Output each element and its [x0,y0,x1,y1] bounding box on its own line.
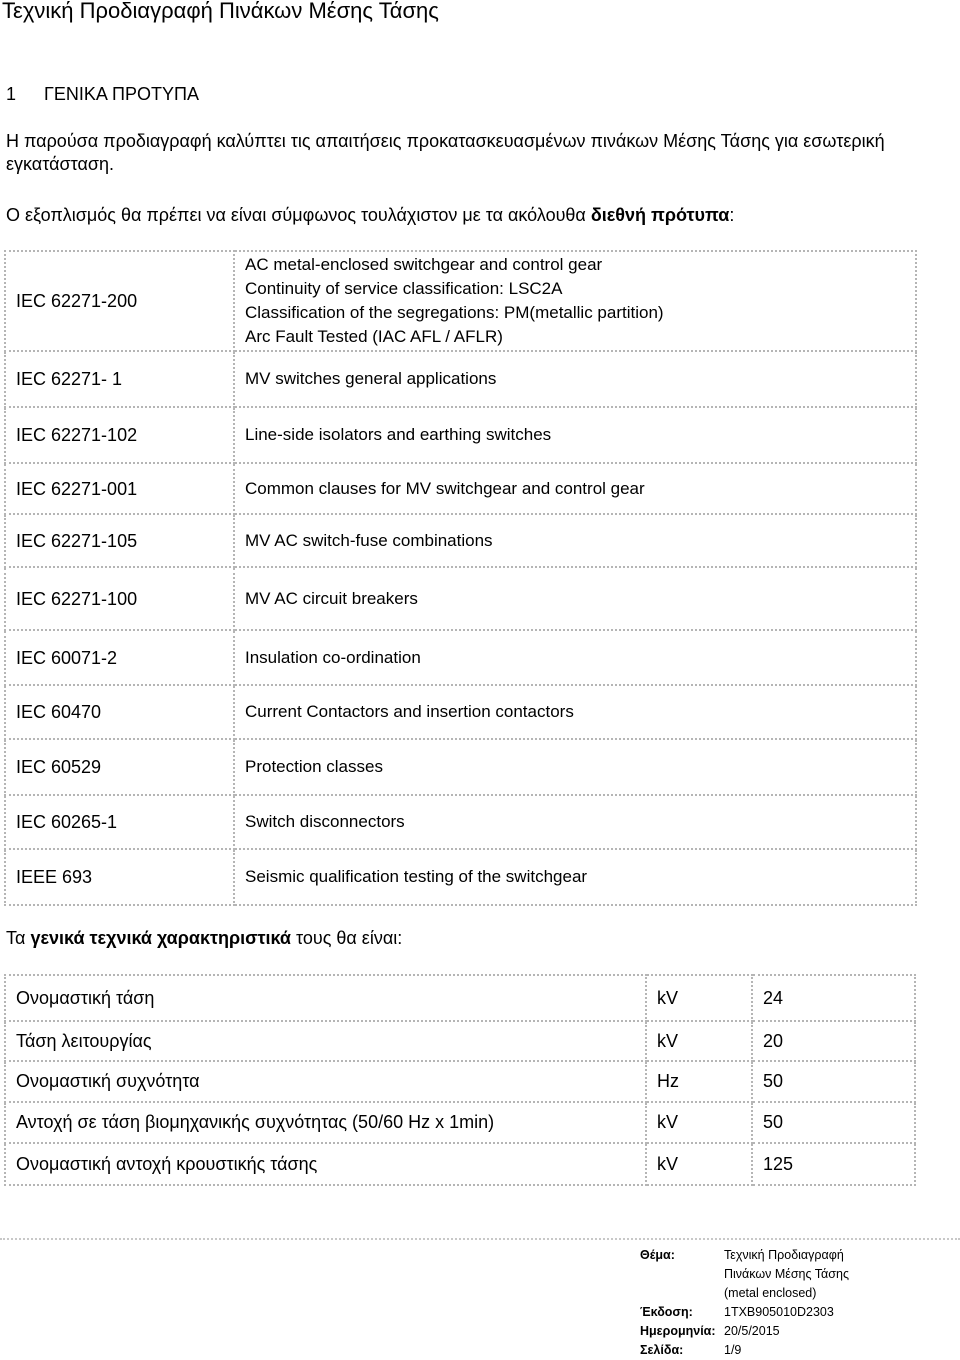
standard-code: IEC 62271- 1 [5,351,234,407]
characteristic-name: Τάση λειτουργίας [5,1021,646,1061]
description-line: Classification of the segregations: PM(metallic partition) [245,303,664,322]
standards-intro-colon: : [729,205,735,225]
table-row [5,407,916,463]
standard-description: Line-side isolators and earthing switches [234,407,916,463]
characteristic-unit: kV [646,1021,752,1061]
characteristic-unit: kV [646,1102,752,1143]
section-number: 1 [6,84,17,104]
characteristic-unit: Hz [646,1061,752,1102]
standard-code: IEC 62271-105 [5,514,234,567]
standard-code: IEC 60470 [5,685,234,739]
table-row [5,1061,915,1102]
standard-description: MV AC circuit breakers [234,567,916,630]
standard-code: IEC 62271-102 [5,407,234,463]
characteristic-name: Ονομαστική συχνότητα [5,1061,646,1102]
characteristic-name: Ονομαστική αντοχή κρουστικής τάσης [5,1143,646,1185]
table-row [5,630,916,685]
description-line: AC metal-enclosed switchgear and control gear [245,255,603,274]
table-row [5,975,915,1021]
characteristic-value: 50 [752,1061,915,1102]
description-line: Continuity of service classification: LSC2A [245,279,563,298]
page-value: 1/9 [724,1343,742,1357]
standard-description: Protection classes [234,739,916,795]
footer-divider [0,1238,960,1240]
subject-value [724,1246,874,1303]
standard-description: Switch disconnectors [234,795,916,849]
characteristic-value: 50 [752,1102,915,1143]
subject-line: Πινάκων Μέσης Τάσης [724,1267,849,1281]
page-label: Σελίδα: [640,1343,684,1357]
table-row [5,514,916,567]
subject-label: Θέμα: [640,1248,675,1262]
edition-label: Έκδοση: [640,1305,693,1319]
standard-description [234,251,916,351]
table-row [5,1143,915,1185]
characteristic-value: 20 [752,1021,915,1061]
intro-paragraph: Η παρούσα προδιαγραφή καλύπτει τις απαιτήσεις προκατασκευασμένων πινάκων Μέσης Τάσης για εσωτερική εγκατάσταση. [6,131,885,174]
section-heading [6,84,199,105]
table-row [5,739,916,795]
characteristic-name: Αντοχή σε τάση βιομηχανικής συχνότητας (50/60 Hz x 1min) [5,1102,646,1143]
standard-code: IEC 60529 [5,739,234,795]
characteristics-intro-tail: τους θα είναι: [291,928,403,948]
table-row [5,849,916,905]
characteristic-name: Ονομαστική τάση [5,975,646,1021]
characteristic-value: 24 [752,975,915,1021]
section-title: ΓΕΝΙΚΑ ΠΡΟΤΥΠΑ [44,84,199,104]
standards-intro-text: Ο εξοπλισμός θα πρέπει να είναι σύμφωνος τουλάχιστον με τα ακόλουθα [6,205,591,225]
standard-code: IEEE 693 [5,849,234,905]
standard-code: IEC 60265-1 [5,795,234,849]
date-label: Ημερομηνία: [640,1324,716,1338]
edition-value: 1TXB905010D2303 [724,1305,834,1319]
subject-line: (metal enclosed) [724,1286,817,1300]
table-row [5,685,916,739]
characteristics-table [4,974,916,1186]
characteristics-intro-bold: γενικά τεχνικά χαρακτηριστικά [30,928,291,948]
standard-description: Seismic qualification testing of the switchgear [234,849,916,905]
standard-code: IEC 62271-001 [5,463,234,514]
table-row [5,251,916,351]
footer-row-date [640,1322,874,1341]
standards-intro-bold: διεθνή πρότυπα [590,205,730,225]
description-line: Arc Fault Tested (IAC AFL / AFLR) [245,327,503,346]
standard-description: MV AC switch-fuse combinations [234,514,916,567]
standards-table [4,250,917,906]
standard-code: IEC 62271-200 [5,251,234,351]
characteristics-intro-text: Τα [6,928,31,948]
subject-line: Τεχνική Προδιαγραφή [724,1248,844,1262]
document-footer [640,1246,874,1360]
table-row [5,1102,915,1143]
standard-code: IEC 62271-100 [5,567,234,630]
page-title: Τεχνική Προδιαγραφή Πινάκων Μέσης Τάσης [2,0,439,23]
footer-row-subject [640,1246,874,1303]
characteristic-unit: kV [646,1143,752,1185]
characteristics-intro [6,928,402,949]
standards-intro [6,204,734,227]
characteristic-value: 125 [752,1143,915,1185]
standard-description: MV switches general applications [234,351,916,407]
table-row [5,463,916,514]
standard-description: Common clauses for MV switchgear and control gear [234,463,916,514]
characteristic-unit: kV [646,975,752,1021]
table-row [5,795,916,849]
footer-row-page [640,1341,874,1360]
standard-description: Current Contactors and insertion contactors [234,685,916,739]
standard-code: IEC 60071-2 [5,630,234,685]
table-row [5,351,916,407]
table-row [5,1021,915,1061]
table-row [5,567,916,630]
date-value: 20/5/2015 [724,1324,780,1338]
footer-row-edition [640,1303,874,1322]
standard-description: Insulation co-ordination [234,630,916,685]
